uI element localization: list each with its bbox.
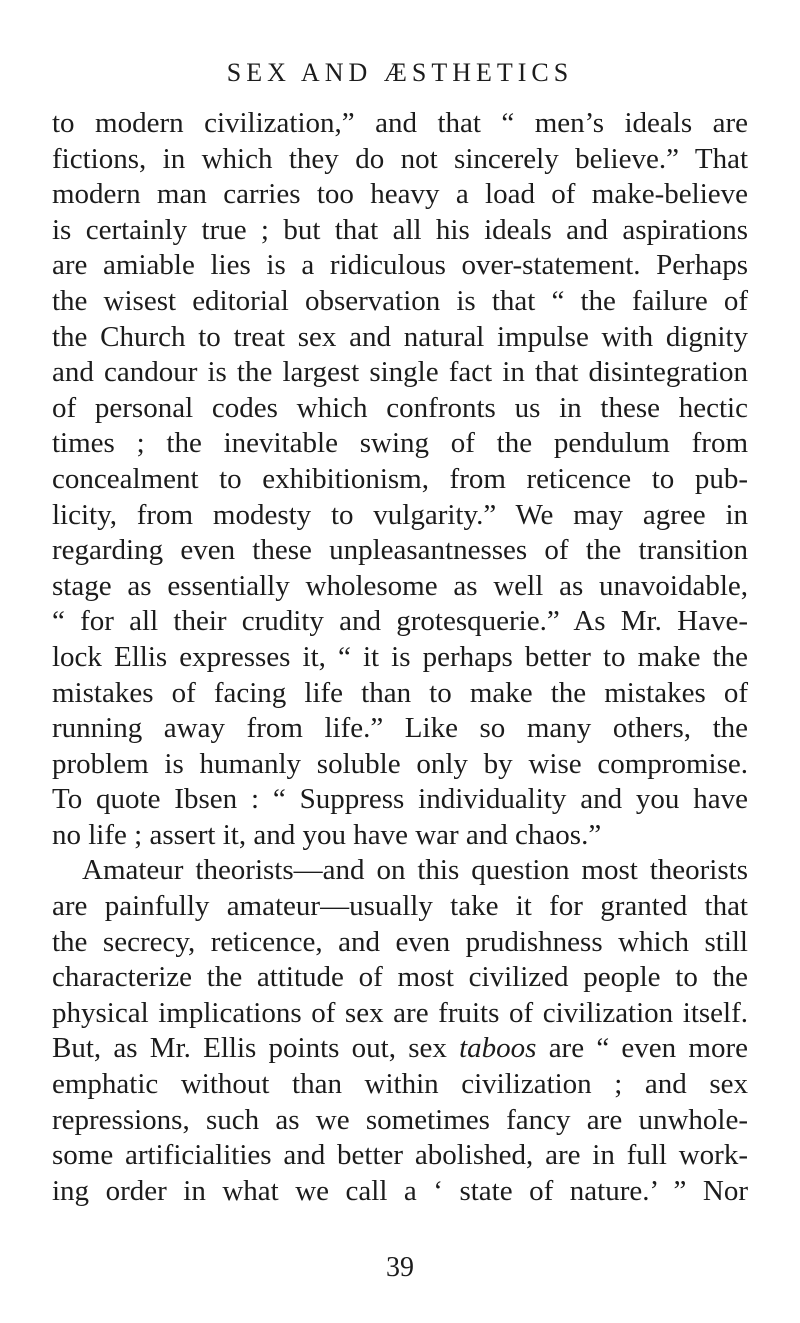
text-line: concealment to exhibitionism, from reticence to pub-: [52, 462, 748, 495]
text-line: repressions, such as we sometimes fancy are unwhole-: [52, 1103, 748, 1136]
text-line: “ for all their crudity and grotesquerie.” As Mr. Have-: [52, 605, 748, 638]
text-line: the secrecy, reticence, and even prudishness which still: [52, 925, 748, 958]
text-line: To quote Ibsen : “ Suppress individuality and you have: [52, 783, 748, 816]
text-line: lock Ellis expresses it, “ it is perhaps better to make the: [52, 640, 748, 673]
paragraph-first-line: Amateur theorists—and on this question most theorists: [82, 854, 748, 887]
text-line: mistakes of facing life than to make the mistakes of: [52, 676, 748, 709]
text-line: regarding even these unpleasantnesses of the transition: [52, 534, 748, 567]
text-line: the Church to treat sex and natural impulse with dignity: [52, 320, 748, 353]
text-line: licity, from modesty to vulgarity.” We may agree in: [52, 498, 748, 531]
text-line: physical implications of sex are fruits of civilization itself.: [52, 996, 748, 1029]
text-line: some artificialities and better abolished, are in full work-: [52, 1139, 748, 1172]
page-number: 39: [386, 1252, 414, 1283]
text-line: running away from life.” Like so many others, the: [52, 712, 748, 745]
body-text: [52, 106, 748, 1209]
text-line: are amiable lies is a ridiculous over-statement. Perhaps: [52, 249, 748, 282]
text-line: to modern civilization,” and that “ men’s ideals are: [52, 107, 748, 139]
italic-word: taboos: [459, 1032, 537, 1065]
text-line: and candour is the largest single fact in that disintegration: [52, 356, 748, 389]
text-line: is certainly true ; but that all his ideals and aspirations: [52, 213, 748, 246]
text-line: emphatic without than within civilization ; and sex: [52, 1068, 748, 1101]
text-line: ing order in what we call a ‘ state of nature.’ ” Nor: [52, 1174, 748, 1207]
text-line: fictions, in which they do not sincerely believe.” That: [52, 142, 748, 175]
text-line: stage as essentially wholesome as well as unavoidable,: [52, 569, 748, 602]
running-head: SEX AND ÆSTHETICS: [226, 58, 574, 87]
text-line: the wisest editorial observation is that “ the failure of: [52, 284, 748, 317]
text-line: are painfully amateur—usually take it for granted that: [52, 890, 748, 923]
text-line: characterize the attitude of most civilized people to the: [52, 961, 748, 994]
text-line: no life ; assert it, and you have war and chaos.”: [52, 818, 602, 851]
text-line: times ; the inevitable swing of the pendulum from: [52, 427, 748, 460]
text-line: of personal codes which confronts us in these hectic: [52, 391, 748, 424]
text-line: problem is humanly soluble only by wise compromise.: [52, 747, 748, 780]
text-line: modern man carries too heavy a load of make-believe: [52, 178, 748, 211]
text-line: But, as Mr. Ellis points out, sex taboos are “ even more: [52, 1032, 749, 1065]
